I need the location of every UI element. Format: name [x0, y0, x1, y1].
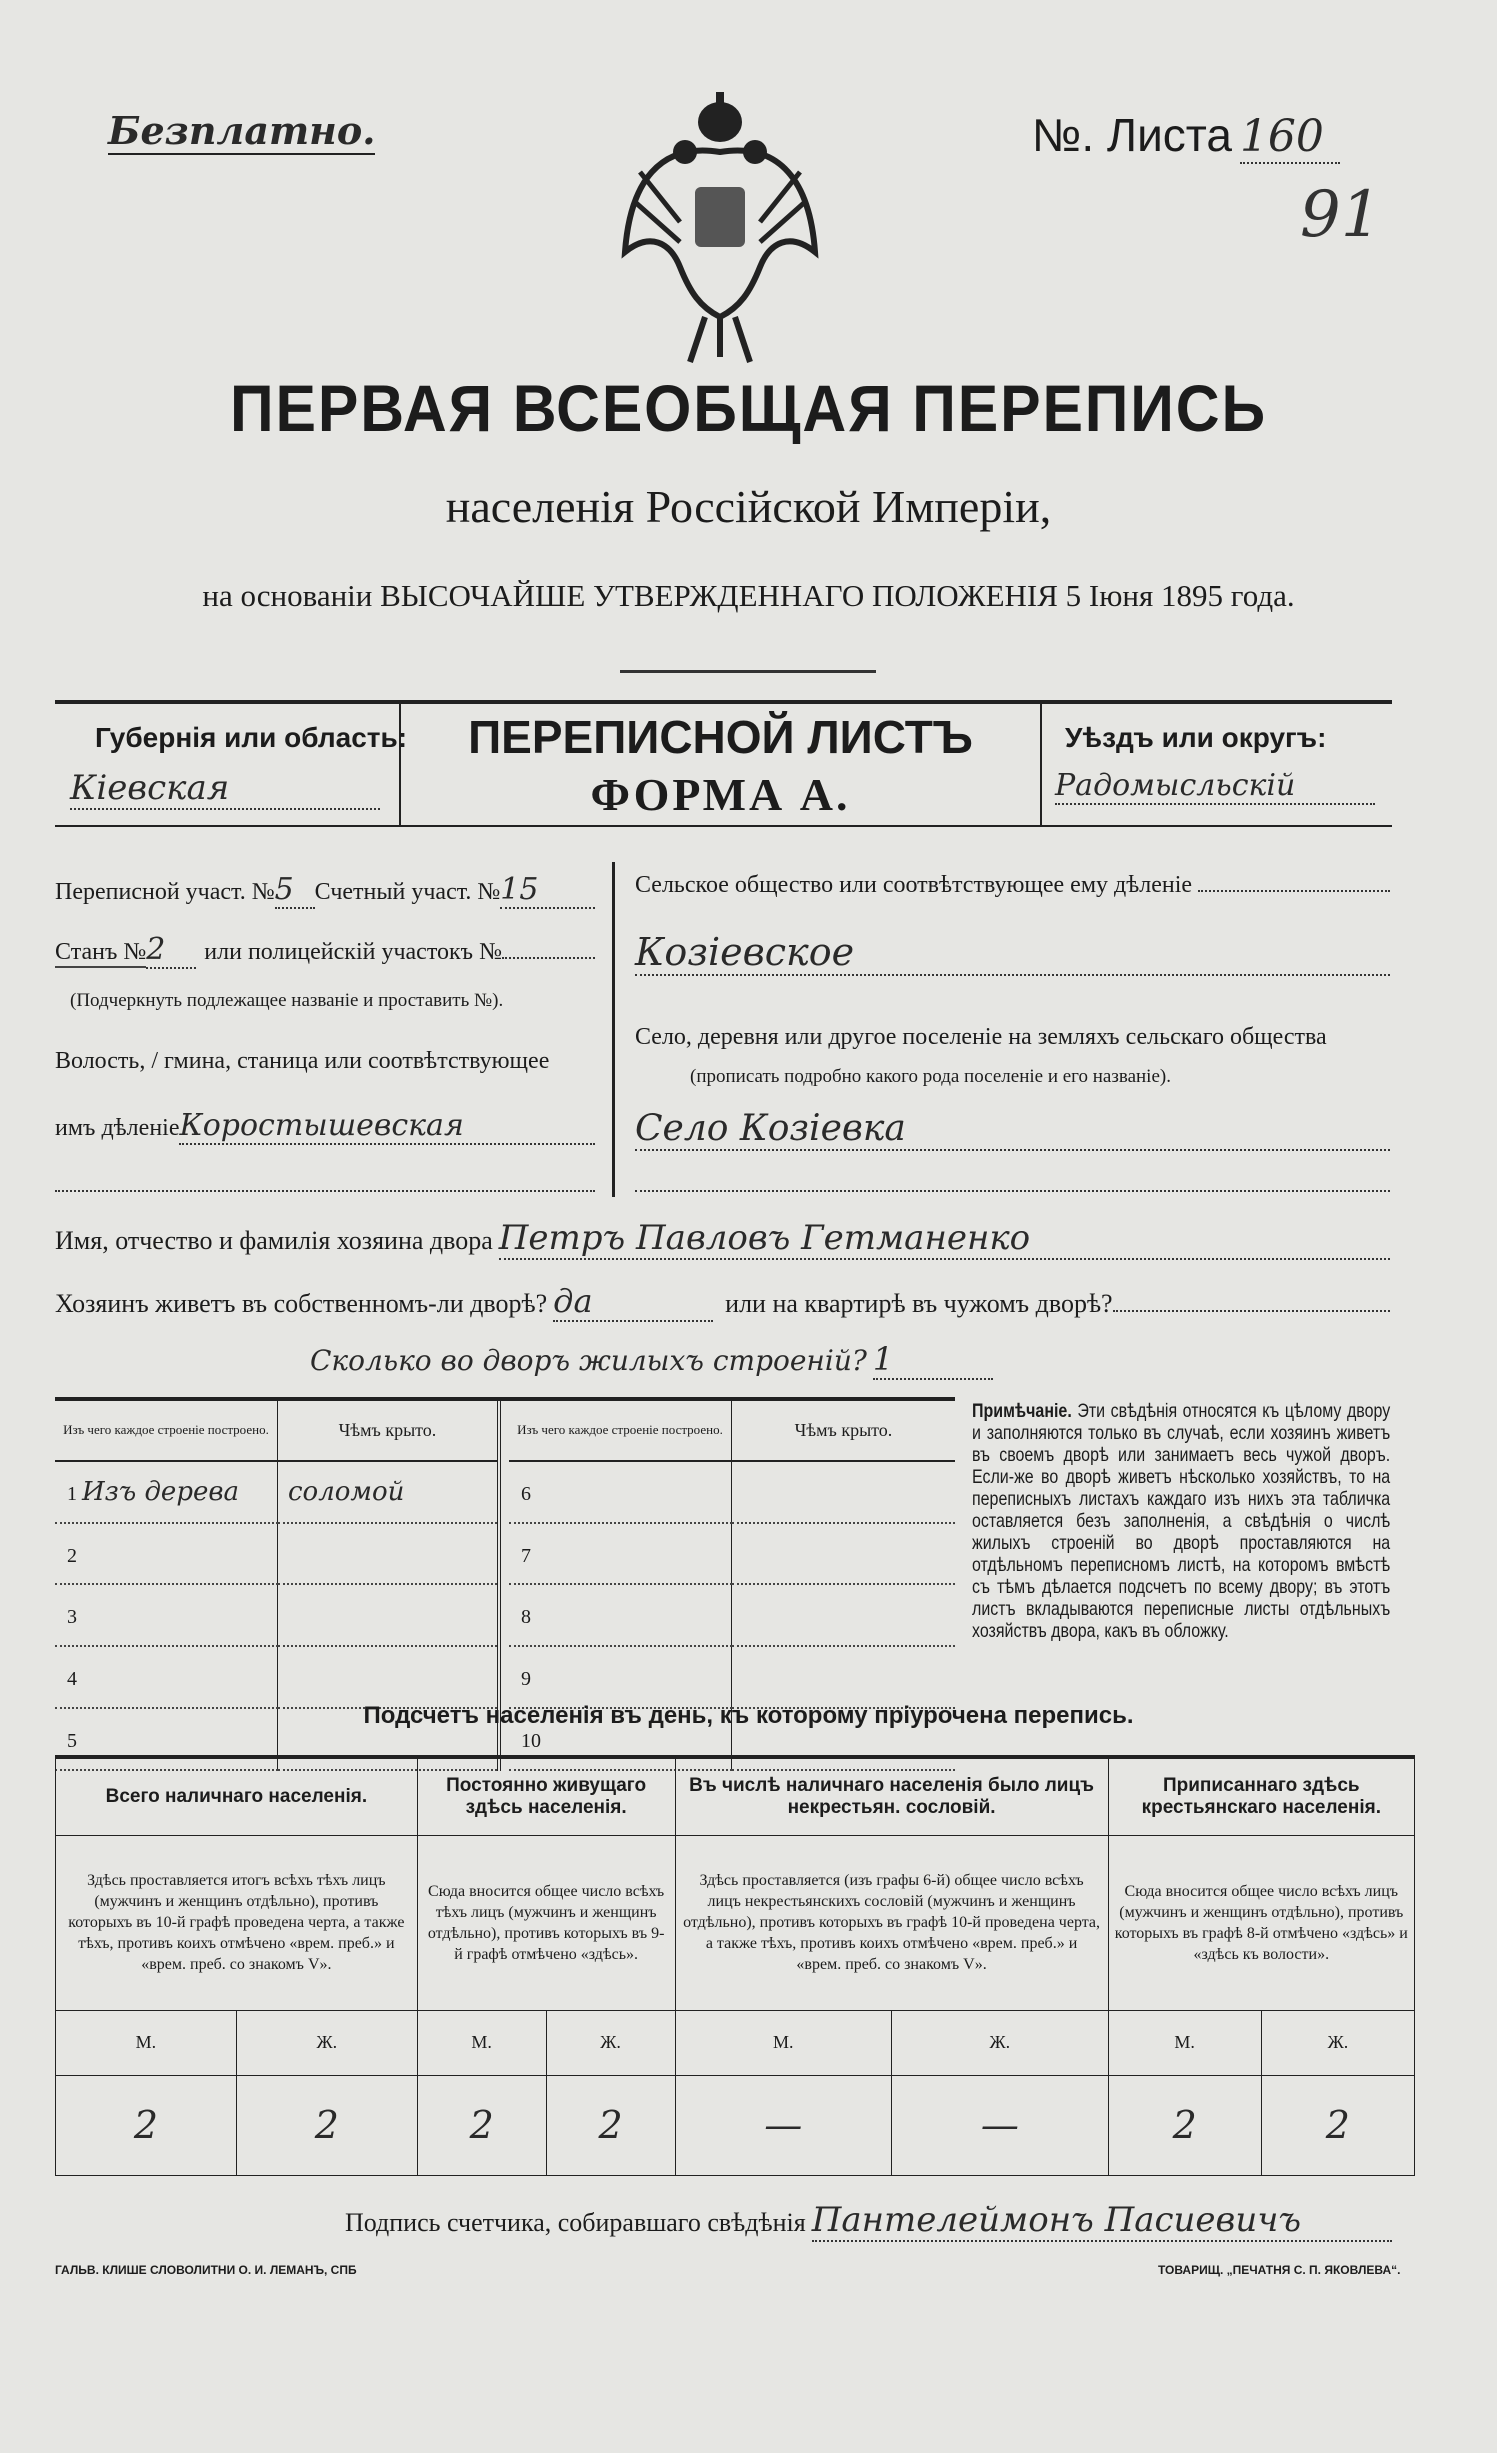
female-header: Ж.	[1261, 2010, 1414, 2075]
population-col-desc: Сюда вносится общее число всѣхъ лицъ (мужчинъ и женщинъ отдѣльно), противъ которыхъ въ графѣ 8-й отмѣчено «здѣсь» и «здѣсь къ волости».	[1108, 1835, 1414, 2010]
signature-label: Подпись счетчика, собиравшаго свѣдѣнія	[345, 2208, 806, 2237]
roof-value: соломой	[288, 1476, 405, 1507]
volost-value: Коростышевская	[179, 1108, 595, 1145]
male-count: —	[675, 2075, 892, 2175]
female-header: Ж.	[236, 2010, 417, 2075]
row-number: 6	[521, 1482, 531, 1505]
blank-line	[55, 1190, 595, 1192]
police-label: или полицейскій участокъ №	[204, 939, 502, 965]
signature-value: Пантелеймонъ Пасиевичъ	[812, 2200, 1392, 2242]
row-number: 9	[521, 1668, 531, 1691]
volost-label: Волость, / гмина, станица или соотвѣтствующее	[55, 1048, 550, 1074]
col-material-header: Изъ чего каждое строеніе построено.	[509, 1401, 732, 1461]
blank-line	[635, 1190, 1390, 1192]
col-material-header: Изъ чего каждое строеніе построено.	[55, 1401, 278, 1461]
own-yard-label: Хозяинъ живетъ въ собственномъ-ли дворѣ?	[55, 1289, 548, 1318]
society-row	[635, 872, 1390, 899]
footer-left: ГАЛЬВ. КЛИШЕ СЛОВОЛИТНИ О. И. ЛЕМАНЪ, СПБ	[55, 2263, 357, 2277]
row-number: 7	[521, 1544, 531, 1567]
stan-label: Станъ №	[55, 939, 146, 968]
society-label: Сельское общество или соотвѣтствующее ему дѣленіе	[635, 872, 1193, 898]
owner-name-value: Петръ Павловъ Гетманенко	[499, 1218, 1390, 1260]
census-district-label: Переписной участ. №	[55, 879, 275, 905]
gubernia-label: Губернія или область:	[95, 722, 408, 753]
row-number: 2	[67, 1544, 77, 1567]
volost-label2: имъ дѣленіе	[55, 1115, 180, 1141]
buildings-row	[310, 1340, 993, 1380]
male-count: 2	[417, 2075, 546, 2175]
male-count: 2	[56, 2075, 237, 2175]
uezd-label: Уѣздъ или округъ:	[1065, 722, 1327, 753]
female-count: —	[892, 2075, 1109, 2175]
population-col-heading: Всего наличнаго населенія.	[56, 1757, 418, 1835]
note-text: Эти свѣдѣнія относятся къ цѣлому двору и заполняются только въ случаѣ, если хозяинъ живетъ въ своемъ дворѣ или занимаетъ весь чужой дворъ. Если-же во дворѣ живетъ нѣсколько хозяйствъ, то на переписныхъ листахъ каждаго изъ нихъ эта табличка оставляется безъ заполненія, а свѣдѣнія о числѣ жилыхъ строеній во дворѣ проставляются на отдѣльномъ переписномъ листѣ, на которомъ вмѣстѣ съ тѣмъ дѣлается подсчетъ по всему двору; въ этотъ листъ вкладываются переписные листы отдѣльныхъ хозяйствъ двора, какъ въ обложку.	[972, 1400, 1391, 1642]
village-value: Село Козіевка	[635, 1108, 1390, 1151]
table-row	[509, 1646, 955, 1708]
village-label: Село, деревня или другое поселеніе на земляхъ сельскаго общества	[635, 1024, 1327, 1050]
female-count: 2	[1261, 2075, 1414, 2175]
population-col-heading: Въ числѣ наличнаго населенія было лицъ некрестьян. сословій.	[675, 1757, 1108, 1835]
owner-name-label: Имя, отчество и фамилія хозяина двора	[55, 1226, 493, 1255]
main-title: ПЕРВАЯ ВСЕОБЩАЯ ПЕРЕПИСЬ	[230, 371, 1267, 445]
own-yard-value: да	[553, 1282, 713, 1322]
female-header: Ж.	[892, 2010, 1109, 2075]
row-number: 5	[67, 1730, 77, 1753]
sheet-number: 160	[1240, 111, 1340, 164]
population-title: Подсчетъ населенія въ день, къ которому пріурочена перепись.	[363, 1702, 1134, 1729]
count-district-value: 15	[500, 872, 595, 909]
female-count: 2	[236, 2075, 417, 2175]
male-header: М.	[1108, 2010, 1261, 2075]
note-title: Примѣчаніе.	[972, 1400, 1072, 1422]
count-district-label: Счетный участ. №	[314, 879, 501, 905]
male-count: 2	[1108, 2075, 1261, 2175]
table-row	[509, 1584, 955, 1646]
yard-row	[55, 1282, 1390, 1322]
census-district-value: 5	[275, 872, 315, 909]
male-header: М.	[56, 2010, 237, 2075]
population-col-desc: Здѣсь проставляется итогъ всѣхъ тѣхъ лицъ (мужчинъ и женщинъ отдѣльно), противъ которыхъ въ 10-й графѣ проведена черта, а также тѣхъ, противъ коихъ отмѣчено «врем. преб.» и «врем. преб. со знакомъ V».	[56, 1835, 418, 2010]
table-row	[55, 1461, 499, 1523]
buildings-note	[972, 1400, 1390, 1642]
ornament-divider	[620, 670, 876, 673]
volost-row	[55, 1108, 595, 1145]
table-row	[55, 1646, 499, 1708]
table-row	[509, 1461, 955, 1523]
buildings-label: Сколько во дворъ жилыхъ строеній?	[310, 1344, 867, 1377]
footer-right: ТОВАРИЩ. „ПЕЧАТНЯ С. П. ЯКОВЛЕВА“.	[1158, 2263, 1401, 2277]
buildings-value: 1	[873, 1340, 993, 1380]
police-value	[502, 957, 595, 959]
free-label: Безплатно.	[108, 108, 376, 153]
form-header-box	[55, 700, 1392, 827]
row-number: 4	[67, 1668, 77, 1691]
underline-note: (Подчеркнуть подлежащее названіе и проставить №).	[70, 990, 504, 1011]
male-header: М.	[417, 2010, 546, 2075]
population-col-heading: Постоянно живущаго здѣсь населенія.	[417, 1757, 675, 1835]
stan-row	[55, 932, 595, 969]
population-col-heading: Приписаннаго здѣсь крестьянскаго населенія.	[1108, 1757, 1414, 1835]
population-table	[55, 1755, 1415, 2176]
female-header: Ж.	[546, 2010, 675, 2075]
row-number: 10	[521, 1730, 541, 1753]
form-label: ФОРМА А.	[590, 769, 851, 820]
sheet-title: ПЕРЕПИСНОЙ ЛИСТЪ	[468, 711, 973, 763]
row-number: 3	[67, 1606, 77, 1629]
archive-number: 91	[1300, 178, 1382, 252]
table-row	[55, 1584, 499, 1646]
gubernia-value: Кіевская	[70, 768, 380, 810]
stan-value: 2	[146, 932, 196, 969]
population-col-desc: Здѣсь проставляется (изъ графы 6-й) общее число всѣхъ лицъ некрестьянскихъ сословій (мужчинъ и женщинъ отдѣльно), противъ которыхъ въ графѣ 10-й проведена черта, а также тѣхъ, противъ коихъ отмѣчено «врем. преб.» и «врем. преб. со знакомъ V».	[675, 1835, 1108, 2010]
table-row	[55, 1523, 499, 1585]
row-number: 8	[521, 1606, 531, 1629]
table-row	[509, 1523, 955, 1585]
sheet-label: №. Листа	[1032, 109, 1232, 161]
col-roof-header: Чѣмъ крыто.	[338, 1419, 437, 1440]
sheet-number-field	[1032, 108, 1340, 164]
material-value: Изъ дерева	[82, 1476, 239, 1507]
row-number: 1	[67, 1482, 77, 1505]
owner-name-row	[55, 1218, 1390, 1260]
male-header: М.	[675, 2010, 892, 2075]
female-count: 2	[546, 2075, 675, 2175]
basis-line: на основаніи ВЫСОЧАЙШЕ УТВЕРЖДЕННАГО ПОЛОЖЕНІЯ 5 Іюня 1895 года.	[202, 578, 1295, 613]
col-roof-header: Чѣмъ крыто.	[794, 1419, 893, 1440]
imperial-eagle-emblem	[620, 92, 820, 367]
population-col-desc: Сюда вносится общее число всѣхъ тѣхъ лицъ (мужчинъ и женщинъ отдѣльно), противъ которыхъ въ 9-й графѣ отмѣчено «здѣсь».	[417, 1835, 675, 2010]
society-value: Козіевское	[635, 930, 1390, 976]
village-note: (прописать подробно какого рода поселеніе и его названіе).	[690, 1066, 1171, 1087]
subtitle: населенія Россійской Имперіи,	[445, 481, 1052, 532]
signature-row	[345, 2200, 1392, 2242]
district-row	[55, 872, 595, 909]
uezd-value: Радомысльскій	[1055, 768, 1375, 805]
rented-label: или на квартирѣ въ чужомъ дворѣ?	[725, 1289, 1113, 1318]
